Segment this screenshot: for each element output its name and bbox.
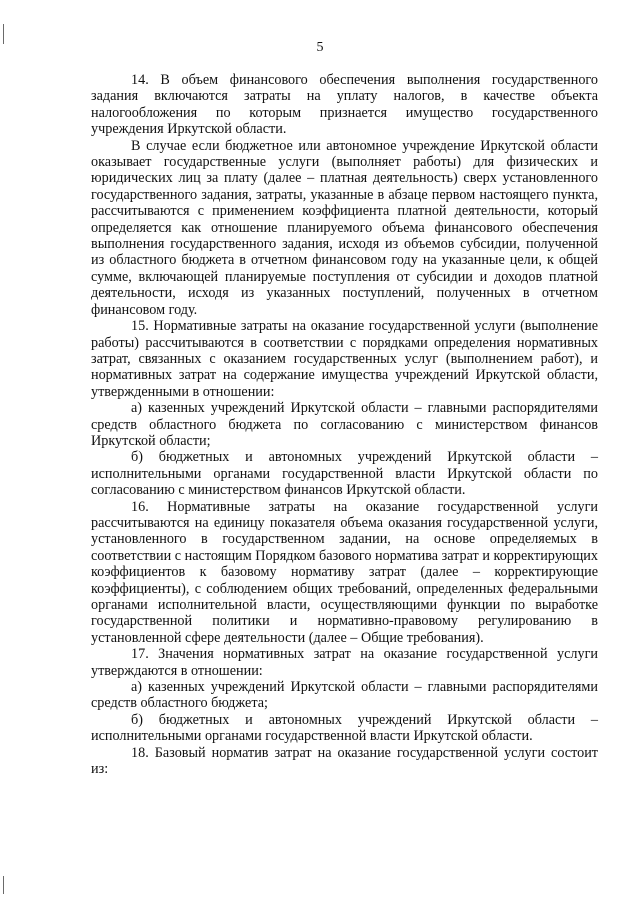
paragraph-15: 15. Нормативные затраты на оказание государственной услуги (выполнение работы) рассчитываются в соответствии с порядками определения нормативных затрат, связанных с оказанием государственных услуг (выполнением работ), и нормативных затрат на содержание имущества учреждений Иркутской области, утвержденными в отношении:: [91, 318, 598, 400]
scan-edge-mark-bottom: [3, 876, 4, 894]
paragraph-18: 18. Базовый норматив затрат на оказание государственной услуги состоит из:: [91, 744, 598, 778]
paragraph-16: 16. Нормативные затраты на оказание государственной услуги рассчитываются на единицу показателя объема оказания государственной услуги, установленного в государственном задании, на основе определяемых в соответствии с настоящим Порядком базового норматива затрат и корректирующих коэффициентов к базовому нормативу затрат (далее – корректирующие коэффициенты), с соблюдением общих требований, определенных федеральными органами исполнительной власти, осуществляющими функции по выработке государственной политики и нормативно-правовому регулированию в установленной сфере деятельности (далее – Общие требования).: [91, 498, 598, 646]
paragraph-17: 17. Значения нормативных затрат на оказание государственной услуги утверждаются в отношении:: [91, 646, 598, 679]
paragraph-14: 14. В объем финансового обеспечения выполнения государственного задания включаются затраты на уплату налогов, в качестве объекта налогообложения по которым признается имущество государственного учреждения Иркутской области.: [91, 72, 598, 138]
paragraph-17-item-a: а) казенных учреждений Иркутской области – главными распорядителями средств областного бюджета;: [91, 679, 598, 712]
document-body: [91, 72, 598, 777]
paragraph-15-item-b: б) бюджетных и автономных учреждений Иркутской области – исполнительными органами государственной власти Иркутской области по согласованию с министерством финансов Иркутской области.: [91, 449, 598, 499]
paragraph-17-item-b: б) бюджетных и автономных учреждений Иркутской области – исполнительными органами государственной власти Иркутской области.: [91, 711, 598, 745]
page-number: 5: [316, 40, 324, 55]
paragraph-14-paid-activity: В случае если бюджетное или автономное учреждение Иркутской области оказывает государственные услуги (выполняет работы) для физических и юридических лиц за плату (далее – платная деятельность) сверх установленного государственного задания, затраты, указанные в абзаце первом настоящего пункта, рассчитываются с применением коэффициента платной деятельности, который определяется как отношение планируемого объема финансового обеспечения выполнения государственного задания, исходя из объемов субсидии, полученной из областного бюджета в отчетном финансовом году на указанные цели, к общей сумме, включающей планируемые поступления от субсидии и доходов платной деятельности, исходя из указанных поступлений, полученных в отчетном финансовом году.: [91, 137, 598, 318]
paragraph-15-item-a: а) казенных учреждений Иркутской области – главными распорядителями средств областного бюджета по согласованию с министерством финансов Иркутской области;: [91, 400, 598, 449]
